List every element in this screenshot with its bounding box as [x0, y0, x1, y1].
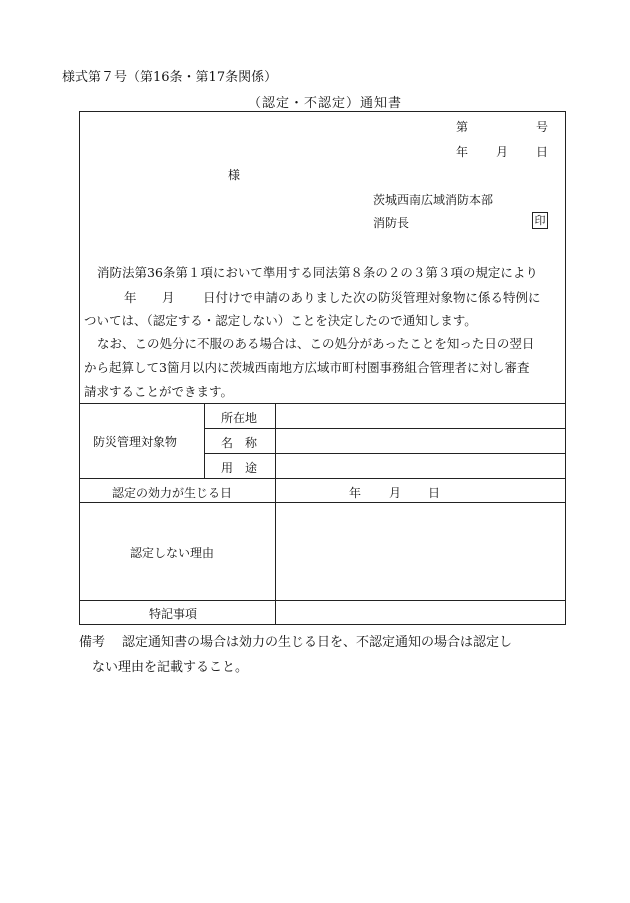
divider-effective-bottom [79, 502, 566, 503]
name-label: 名 称 [221, 436, 258, 450]
effective-date-label: 認定の効力が生じる日 [112, 486, 233, 500]
divider-table-top [79, 403, 566, 404]
divider-object-col [204, 403, 205, 478]
body-line-2-month: 月 [162, 290, 175, 305]
divider-object-bottom [79, 478, 566, 479]
body-line-4: なお、この処分に不服のある場合は、この処分があったことを知った日の翌日 [97, 336, 535, 351]
issuer-org: 茨城西南広域消防本部 [373, 193, 494, 207]
object-label: 防災管理対象物 [93, 435, 178, 449]
effective-year: 年 [349, 486, 362, 500]
body-line-3: ついては、（認定する・認定しない）ことを決定したので通知します。 [84, 313, 477, 328]
location-label: 所在地 [221, 411, 258, 425]
body-line-2-year: 年 [124, 290, 137, 305]
effective-month: 月 [389, 486, 402, 500]
number-prefix: 第 [456, 120, 469, 134]
remarks-label: 備考 [79, 635, 106, 650]
body-line-5: から起算して3箇月以内に茨城西南地方広域市町村圏事務組合管理者に対し審査 [84, 360, 530, 375]
seal-mark: 印 [532, 212, 548, 229]
form-label: 様式第７号（第16条・第17条関係） [62, 70, 278, 85]
date-day: 日 [536, 145, 549, 159]
body-line-1: 消防法第36条第１項において準用する同法第８条の２の３第３項の規定により [97, 265, 538, 280]
use-label: 用 途 [221, 461, 258, 475]
divider-name [204, 453, 566, 454]
body-line-2-rest: 日付けで申請のありました次の防災管理対象物に係る特例に [203, 290, 541, 305]
number-suffix: 号 [536, 120, 549, 134]
date-year: 年 [456, 145, 469, 159]
divider-value-col [275, 403, 276, 625]
addressee-suffix: 様 [228, 168, 241, 182]
effective-day: 日 [428, 486, 441, 500]
remarks-line-2: ない理由を記載すること。 [92, 660, 249, 675]
document-title: （認定・不認定）通知書 [248, 96, 403, 111]
date-month: 月 [496, 145, 509, 159]
divider-reason-bottom [79, 600, 566, 601]
issuer-title: 消防長 [373, 216, 410, 230]
body-line-6: 請求することができます。 [84, 384, 234, 399]
divider-location [204, 428, 566, 429]
notes-label: 特記事項 [149, 607, 198, 621]
remarks-line-1: 認定通知書の場合は効力の生じる日を、不認定通知の場合は認定し [122, 635, 513, 650]
reason-label: 認定しない理由 [130, 546, 215, 560]
